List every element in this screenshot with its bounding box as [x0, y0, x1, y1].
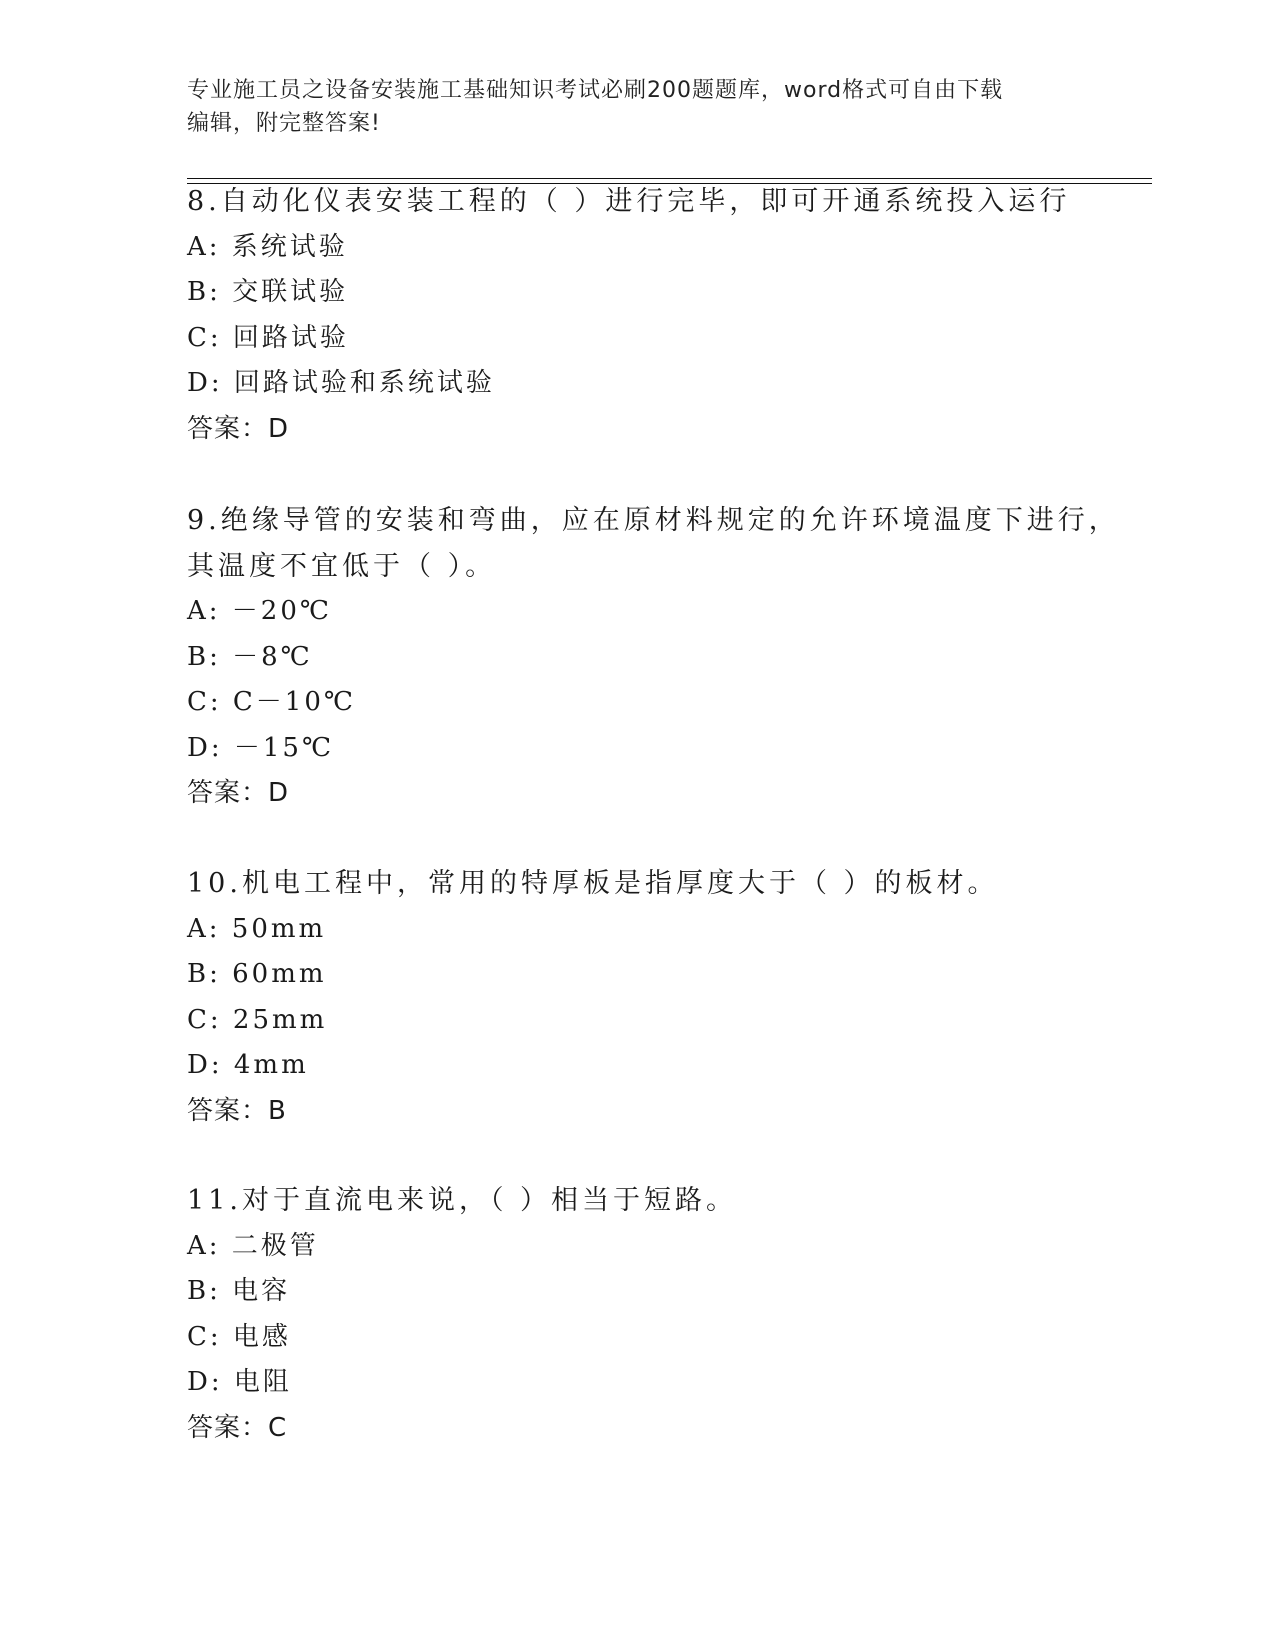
- option-a: A: 50mm: [187, 913, 327, 944]
- question-text: 8.自动化仪表安装工程的（ ）进行完毕，即可开通系统投入运行: [187, 186, 1071, 217]
- option-d: D: 电阻: [187, 1367, 292, 1397]
- question-8: [187, 179, 1087, 452]
- question-9: [187, 498, 1120, 817]
- option-a: A: 系统试验: [187, 231, 348, 262]
- answer-line: 答案：D: [187, 413, 290, 444]
- header-line-2: 编辑，附完整答案!: [187, 111, 381, 136]
- option-a: A: －20℃: [187, 596, 332, 626]
- question-text-line-1: 9.绝缘导管的安装和弯曲，应在原材料规定的允许环境温度下进行，: [187, 505, 1120, 536]
- document-header: [187, 74, 1087, 140]
- option-a: A: 二极管: [187, 1230, 319, 1261]
- option-c: C: C－10℃: [187, 687, 356, 717]
- answer-line: 答案：D: [187, 778, 290, 808]
- question-text-line-2: 其温度不宜低于（ ）。: [187, 550, 497, 582]
- option-c: C: 回路试验: [187, 322, 349, 353]
- question-11: [187, 1178, 1087, 1451]
- option-b: B: 电容: [187, 1276, 291, 1306]
- answer-line: 答案：B: [187, 1095, 287, 1126]
- header-line-1: 专业施工员之设备安装施工基础知识考试必刷200题题库，word格式可自由下载: [187, 78, 1004, 103]
- option-c: C: 电感: [187, 1321, 291, 1352]
- option-b: B: －8℃: [187, 641, 313, 672]
- option-d: D: 回路试验和系统试验: [187, 368, 495, 398]
- option-b: B: 60mm: [187, 959, 327, 989]
- question-text: 10.机电工程中，常用的特厚板是指厚度大于（ ）的板材。: [187, 868, 999, 899]
- question-text: 11.对于直流电来说，（ ）相当于短路。: [187, 1185, 738, 1216]
- answer-line: 答案：C: [187, 1412, 288, 1443]
- option-d: D: －15℃: [187, 732, 335, 763]
- option-d: D: 4mm: [187, 1050, 309, 1080]
- option-c: C: 25mm: [187, 1004, 328, 1035]
- question-10: [187, 861, 1087, 1134]
- option-b: B: 交联试验: [187, 277, 349, 307]
